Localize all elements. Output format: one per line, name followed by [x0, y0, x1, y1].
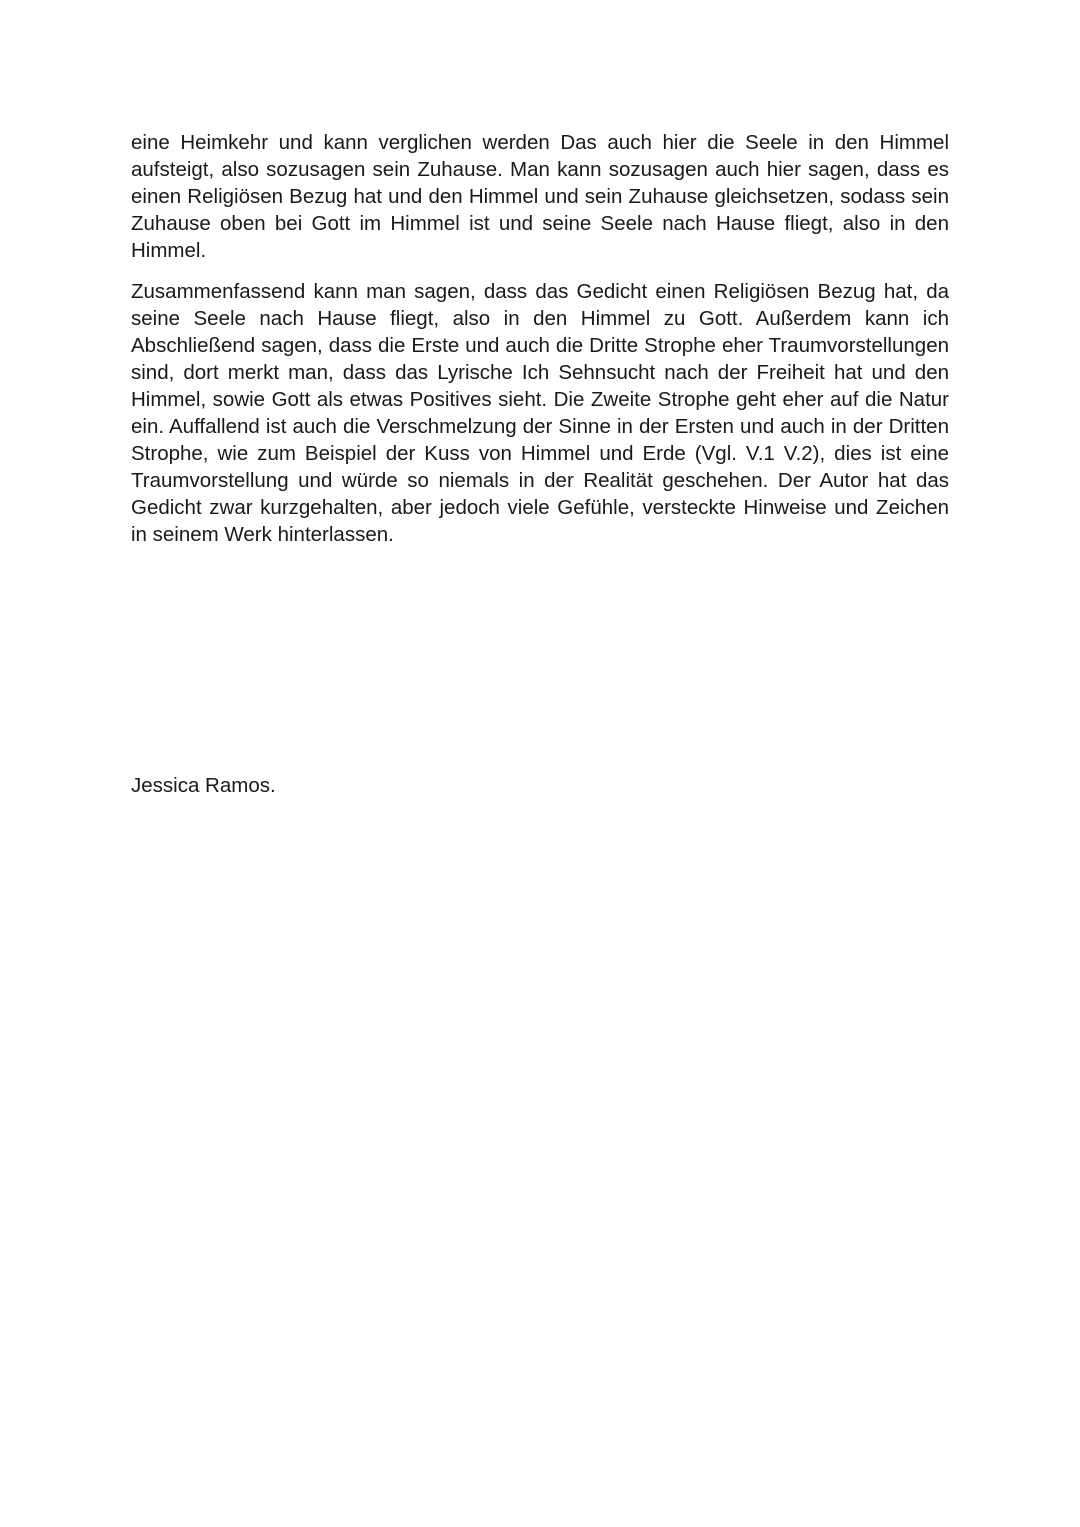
- body-text: [131, 129, 949, 562]
- paragraph-2: Zusammenfassend kann man sagen, dass das Gedicht einen Religiösen Bezug hat, da seine Seele nach Hause fliegt, also in den Himmel zu Gott. Außerdem kann ich Abschließend sagen, dass die Erste und auch die Dritte Strophe eher Traumvorstellungen sind, dort merkt man, dass das Lyrische Ich Sehnsucht nach der Freiheit hat und den Himmel, sowie Gott als etwas Positives sieht. Die Zweite Strophe geht eher auf die Natur ein. Auffallend ist auch die Verschmelzung der Sinne in der Ersten und auch in der Dritten Strophe, wie zum Beispiel der Kuss von Himmel und Erde (Vgl. V.1 V.2), dies ist eine Traumvorstellung und würde so niemals in der Realität geschehen. Der Autor hat das Gedicht zwar kurzgehalten, aber jedoch viele Gefühle, versteckte Hinweise und Zeichen in seinem Werk hinterlassen.: [131, 280, 949, 546]
- author-signature: Jessica Ramos.: [131, 774, 276, 797]
- paragraph-1: eine Heimkehr und kann verglichen werden Das auch hier die Seele in den Himmel aufsteigt, also sozusagen sein Zuhause. Man kann sozusagen auch hier sagen, dass es einen Religiösen Bezug hat und den Himmel und sein Zuhause gleichsetzen, sodass sein Zuhause oben bei Gott im Himmel ist und seine Seele nach Hause fliegt, also in den Himmel.: [131, 131, 949, 262]
